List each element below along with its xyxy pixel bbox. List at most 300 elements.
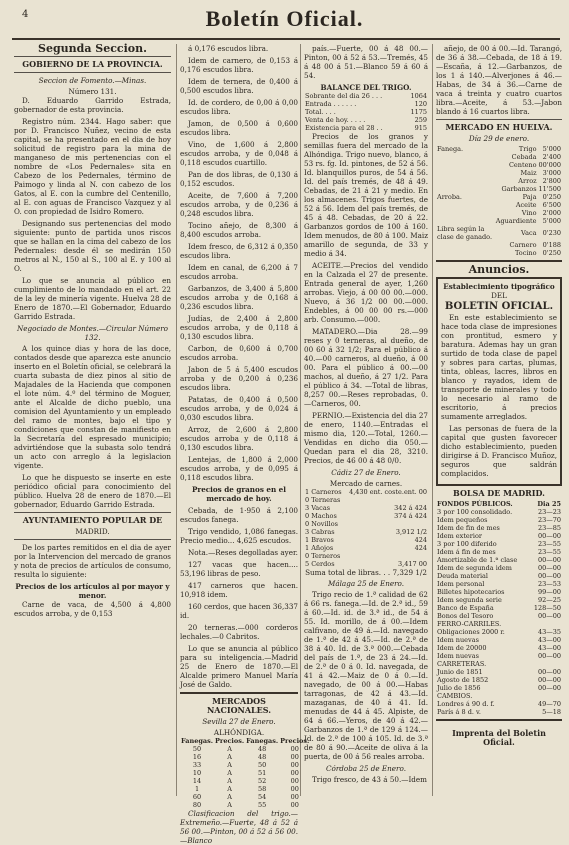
bolsa-row-value: 43—00 xyxy=(537,644,561,652)
price-line: Lentejas, de 1,800 á 2,000 escudos arroba, y de 0,095 á 0,118 escudos libra. xyxy=(180,455,298,482)
bolsa-row xyxy=(436,540,562,548)
clasificacion-text: Clasificacion del trigo.—Extremeño.—Fuerte, 48 á 52 á 56 00.—Pinton, 00 á 52 á 56 00.—Blanco xyxy=(180,809,298,845)
huelva-item: Vino xyxy=(521,209,537,217)
paragraph: D. Eduardo Garrido Estrada, gobernador de esta provincia. xyxy=(14,96,171,114)
bolsa-row-value: 23—23 xyxy=(537,508,561,516)
market-cell: 48 xyxy=(258,745,267,753)
huelva-item: Aguardiente xyxy=(495,217,537,225)
paragraph: país.—Fuerte, 00 á 48 00.—Pinton, 00 á 52 á 53.—Tremés, 45 á 48 00 á 51.—Blanco 59 á 60 á 54. xyxy=(304,44,428,80)
mercados-sub: ALHÓNDIGA. xyxy=(213,728,265,737)
column-divider-2 xyxy=(300,44,301,796)
masthead-rule xyxy=(12,38,560,40)
market-cell: A xyxy=(227,753,232,761)
bolsa-row-value xyxy=(529,620,562,628)
price-line: Jamon, de 0,500 á 0,600 escudos libra. xyxy=(180,119,298,137)
price-line: Garbanzos, de 3,400 á 5,800 escudos arroba y de 0,168 á 0,236 escudos libra. xyxy=(180,284,298,311)
cadiz-row-label: 0 Machos xyxy=(305,512,337,520)
estab-name: BOLETIN OFICIAL. xyxy=(444,301,554,312)
price-line: Vino, de 1,600 á 2,800 escudos arroba, y de 0,048 á 0,118 escudos cuartillo. xyxy=(180,140,298,167)
paragraph: Trigo fresco, de 43 á 50.—Idem xyxy=(312,775,427,784)
bolsa-row-label: FERRO-CARRILES. xyxy=(437,620,502,628)
huelva-item: Centeno xyxy=(508,161,537,169)
cadiz-row xyxy=(304,488,428,496)
market-header: Fanegas. xyxy=(181,737,214,745)
market-cell: A xyxy=(227,769,232,777)
notice-number-131: Número 131. xyxy=(68,87,117,96)
bolsa-row xyxy=(436,516,562,524)
cadiz-row-value xyxy=(344,496,428,504)
cadiz-row-value: 4,430 ent. coste.ent. 00 xyxy=(349,488,427,496)
huelva-group-label: Arroba. xyxy=(437,193,462,201)
huelva-row xyxy=(436,185,562,193)
bolsa-row-value: 00—00 xyxy=(537,668,561,676)
paragraph: PERNIO.—Existencia del dia 27 de enero, 1140.—Entradas el mismo dia, 120.—Total, 1260.—Vendidas en dicho dia 050.—Quedan para el dia 28, 3210. Precios, de 46 00 á 48 0/0. xyxy=(304,411,428,465)
market-cell: 00 xyxy=(290,793,299,801)
bolsa-row-label: CAMBIOS. xyxy=(437,692,473,700)
huelva-item: Garbanzos xyxy=(501,185,537,193)
price-line: Arroz, de 2,600 á 2,800 escudos arroba y de 0,118 á 0,130 escudos libra. xyxy=(180,425,298,452)
market-row xyxy=(180,745,310,753)
price-line: Idem de carnero, de 0,153 á 0,176 escudos libra. xyxy=(180,56,298,74)
bolsa-row xyxy=(436,660,562,668)
paragraph: Lo que se anuncia al público en cumplimiento de lo mandado en el art. 22 de la ley de minería vigente. Huelva 28 de Enero de 1870.—El Gobernador, Eduardo Garrido Estrada. xyxy=(14,276,171,321)
paragraph: MATADERO.—Dia 28.—99 reses y 0 terneras, al dueño, de 00 60 á 32 1/2; Para el público á 40.—00 carneros, al dueño, á 00 00. Para el público á 00.—00 machos, al dueño, á 27 1/2. Para el público á 34. —Total de libras, 8,257 00.—Reses reprobadas, 0.—Carneros, 00. xyxy=(304,327,428,408)
bolsa-row-label: CARRETERAS. xyxy=(437,660,487,668)
market-cell: 33 xyxy=(192,761,202,769)
cadiz-row-value: 3,417 00 xyxy=(398,560,427,568)
cadiz-row-label: 1 Bravos xyxy=(305,536,334,544)
bolsa-row xyxy=(436,596,562,604)
estab-del: DEL xyxy=(491,291,507,300)
balance-row-value: 915 xyxy=(414,124,427,132)
bolsa-row xyxy=(436,636,562,644)
bolsa-row-value: 00—00 xyxy=(537,556,561,564)
market-row xyxy=(180,777,310,785)
cadiz-total: Suma total de libras. . . 7,329 1/2 xyxy=(305,568,427,577)
bolsa-row-label: 3 por 100 consolidado. xyxy=(437,508,513,516)
bolsa-row-value: 23—53 xyxy=(537,580,561,588)
cadiz-row xyxy=(304,544,428,552)
market-cell: 50 xyxy=(258,761,267,769)
price-line: Jabon de 5 á 5,400 escudos arroba y de 0,200 á 0,236 escudos libra. xyxy=(180,365,298,392)
balance-row xyxy=(304,116,428,124)
market-row xyxy=(180,769,310,777)
huelva-value: 2'400 xyxy=(542,153,561,161)
bolsa-row-label: París á 8 d. v. xyxy=(437,708,481,716)
price-line: Judías, de 2,400 á 2,800 escudos arroba, y de 0,118 á 0,130 escudos libra. xyxy=(180,314,298,341)
bolsa-row-value: 00—00 xyxy=(537,532,561,540)
bolsa-row xyxy=(436,644,562,652)
page-number: 4 xyxy=(22,9,29,20)
balance-row-label: Venta de hoy. . . . . xyxy=(305,116,366,124)
paragraph: Registro núm. 2344. Hago saber: que por D. Francisco Nuñez, vecino de esta capital, se ha presentado en el dia de hoy solicitud de registro para la mina de manganeso de mis pertenencias con el nombre de «Los Pedernales» sita en Cabezo de los Pedernales, término de Paimogo y linda al N. con cabezo de los Gatos, al E. con la cumbre del Centenillo, al E. con aguas de Francisco Vazquez y al O. con propiedad de Isidro Romero. xyxy=(14,117,171,216)
market-cell: 51 xyxy=(258,769,267,777)
cadiz-table xyxy=(304,488,428,568)
paragraph: De los partes remitidos en el dia de ayer por la Intervencion del mercado de granos y nota de precios de artículos de consumo, resulta lo siguiente: xyxy=(14,543,171,579)
granos-line: 417 carneros que hacen. 10,918 idem. xyxy=(180,581,298,599)
bolsa-row-label: Amortizable de 1.ª clase xyxy=(437,556,518,564)
section-title: Segunda Seccion. xyxy=(38,42,147,55)
cadiz-row-value: 424 xyxy=(414,544,427,552)
huelva-value: 0'230 xyxy=(542,229,561,237)
bolsa-row-label: Billetes hipotecarios xyxy=(437,588,505,596)
market-cell: 50 xyxy=(192,745,202,753)
price-line: Pan de dos libras, de 0,130 á 0,152 escudos. xyxy=(180,170,298,188)
bolsa-row-label: 3 por 100 diferido xyxy=(437,540,497,548)
market-cell: 55 xyxy=(258,801,267,809)
huelva-table xyxy=(436,145,562,257)
huelva-item: Tocino xyxy=(514,249,537,257)
market-cell: 00 xyxy=(290,801,299,809)
market-row xyxy=(180,753,310,761)
balance-row-label: Entrada . . . . . . xyxy=(305,100,357,108)
balance-table xyxy=(304,92,428,132)
bolsa-row xyxy=(436,564,562,572)
cadiz-row-value: 3,912 1/2 xyxy=(395,528,427,536)
masthead xyxy=(0,0,569,38)
cadiz-row-label: 5 Cerdos xyxy=(305,560,335,568)
market-header: Fanegas. xyxy=(246,737,279,745)
market-cell: 58 xyxy=(258,785,267,793)
market-cell: 54 xyxy=(258,793,267,801)
paragraph: Las personas de fuera de la capital que gusten favorecer dicho establecimiento, pueden dirigirse á D. Francisco Muñoz, seguros que saldrán complacidos. xyxy=(441,424,557,478)
huelva-group-label xyxy=(436,249,495,257)
market-cell: 60 xyxy=(192,793,202,801)
gov-title: GOBIERNO DE LA PROVINCIA. xyxy=(22,59,163,69)
paragraph: Lo que he dispuesto se inserte en este periódico oficial para conocimiento del público. Huelva 28 de enero de 1870.—El gobernador, Eduardo Garrido Estrada. xyxy=(14,473,171,509)
cadiz-row-label: 0 Terneros xyxy=(305,552,341,560)
huelva-group-label xyxy=(436,201,495,209)
price-line: á 0,176 escudos libra. xyxy=(188,44,269,53)
bolsa-row-label: Idem exterior xyxy=(437,532,482,540)
market-cell: A xyxy=(227,745,232,753)
huelva-row xyxy=(436,225,562,241)
cadiz-row-value: 342 á 424 xyxy=(394,504,427,512)
cadiz-row-value xyxy=(344,520,428,528)
balance-row-label: Existencia para el 28 . . xyxy=(305,124,383,132)
bolsa-row-label: Idem segunda serie xyxy=(437,596,502,604)
cadiz-row-value xyxy=(344,552,428,560)
granos-line: 160 cerdos, que hacen 36,337 id. xyxy=(180,602,298,620)
cadiz-row-value: 374 á 424 xyxy=(394,512,427,520)
paragraph: En este establecimiento se hace toda clase de impresiones con prontitud, esmero y baratura. Ademas hay un gran surtido de toda clase de papel y sobres para cartas, plumas, tinta, obleas, lacres, libros en blanco y rayados, idem de transporte de minerales y todo lo necesario al ramo de escritorio, á precios sumamente arreglados. xyxy=(441,313,557,421)
market-row xyxy=(180,785,310,793)
huelva-row xyxy=(436,169,562,177)
granos-line: 20 terneras.—000 corderos lechales.—0 Cabritos. xyxy=(180,623,298,641)
bolsa-row-value xyxy=(529,692,562,700)
bolsa-row-value: 43—00 xyxy=(537,636,561,644)
huelva-item: Cebada xyxy=(511,153,537,161)
market-cell: A xyxy=(227,777,232,785)
price-line: Tocino añejo, de 8,300 á 8,400 escudos arroba. xyxy=(180,221,298,239)
market-cell: 1 xyxy=(194,785,200,793)
huelva-group-label: Libra según la clase de ganado. xyxy=(437,225,493,241)
market-header: Precios. xyxy=(215,737,245,745)
huelva-row xyxy=(436,241,562,249)
huelva-value: 0'188 xyxy=(542,241,561,249)
balance-row xyxy=(304,124,428,132)
price-line: Idem en canal, de 6,200 á 7 escudos arroba. xyxy=(180,263,298,281)
huelva-title: MERCADO EN HUELVA. xyxy=(445,122,553,132)
huelva-value: 11'500 xyxy=(538,185,561,193)
bolsa-row-value: 23—70 xyxy=(537,516,561,524)
cadiz-row-label: 3 Vacas xyxy=(305,504,331,512)
bolsa-row-label: Idem personal xyxy=(437,580,485,588)
cadiz-row xyxy=(304,512,428,520)
bolsa-row-value: 49—70 xyxy=(537,700,561,708)
bolsa-row-value: 99—00 xyxy=(537,588,561,596)
market-cell: A xyxy=(227,761,232,769)
cadiz-title: Cádiz 27 de Enero. xyxy=(331,468,401,477)
bolsa-row xyxy=(436,612,562,620)
bolsa-row-value: 00—00 xyxy=(537,564,561,572)
huelva-value: 0'250 xyxy=(542,249,561,257)
granos-list xyxy=(180,506,298,689)
huelva-group-label xyxy=(436,185,495,193)
bolsa-row-value: 00—00 xyxy=(537,612,561,620)
negociado-title: Negociado de Montes.—Circular Número 132. xyxy=(17,324,168,342)
bolsa-row-label: Idem á fin de mes xyxy=(437,548,496,556)
balance-row-value: 1175 xyxy=(410,108,427,116)
market-cell: 16 xyxy=(192,753,202,761)
balance-row xyxy=(304,108,428,116)
huelva-row xyxy=(436,209,562,217)
consumo-prices-list xyxy=(180,44,298,482)
cadiz-row-value: 424 xyxy=(414,536,427,544)
bolsa-row xyxy=(436,700,562,708)
bolsa-row-label: Idem de segunda idem xyxy=(437,564,512,572)
market-cell: 00 xyxy=(290,777,299,785)
paragraph: Trigo recio de 1.ª calidad de 62 á 66 rs. fanega.—Id. de 2.ª id., 59 á 60.—Id. id. de 3.ª id., de 54 á 55. Id. morillo, de á 00.—Idem calfivano, de 49 á.—Id. navegado de 1.ª de 42 á 45.—Id. de 2.ª de 38 á 40. Id. de 3.ª 000.—Cebada del país de 1.ª, de 23 á 24.—Id. de 2.ª de 0 á 0. Id. navegada, de 41 á 42.—Maiz de 0 á 0.—Id. navegado, de 00 á 00.—Habas tarragonas, de 42 á 43.—Id. mazaganas, de 40 á 41. Id. menudas de 44 á 45. Alpiste, de 64 á 66.—Yeros, de 40 á 42.—Garbanzos de 1.ª de 129 á 124.—Id. de 2.ª de 100 á 105. Id. de 3.ª de 80 á 90.—Aceite de oliva á la puerta, de 00 á 56 reales arroba. xyxy=(304,590,428,761)
huelva-group-label: Fanega. xyxy=(437,145,464,153)
market-row xyxy=(180,793,310,801)
balance-title: BALANCE DEL TRIGO. xyxy=(320,83,412,92)
bolsa-row-label: Idem nuevas xyxy=(437,652,479,660)
market-cell: A xyxy=(227,785,232,793)
market-cell: 00 xyxy=(290,761,299,769)
balance-row xyxy=(304,100,428,108)
bolsa-row xyxy=(436,556,562,564)
column-1 xyxy=(14,44,171,794)
market-cell: 00 xyxy=(290,769,299,777)
cadiz-row xyxy=(304,560,428,568)
market-cell: 00 xyxy=(290,753,299,761)
ayuntamiento-title: AYUNTAMIENTO POPULAR DE xyxy=(22,515,163,525)
cadiz-row-label: 1 Añojos xyxy=(305,544,334,552)
bolsa-row-value: 5—18 xyxy=(542,708,561,716)
price-line: Aceite, de 7,600 á 7,200 escudos arroba, y de 0,236 á 0,248 escudos libra. xyxy=(180,191,298,218)
market-cell: 52 xyxy=(258,777,267,785)
column-divider-3 xyxy=(432,44,433,796)
subsection-title: Seccion de Fomento.—Minas. xyxy=(38,76,147,85)
newspaper-title: Boletín Oficial. xyxy=(205,6,364,31)
cadiz-row-label: 1 Carneros xyxy=(305,488,342,496)
huelva-value: 2'800 xyxy=(542,177,561,185)
huelva-value: 5'000 xyxy=(542,217,561,225)
paragraph: Precios de los granos y semillas fuera del mercado de la Alhóndiga. Trigo nuevo, blanco, á 53 rs. fg. Id. pintones, de 52 á 56. Id. blanquillos puros, de 54 á 56. Id. del país tremés, de 48 á 49. Cebadas, de 21 á 21 y medio. En los almacenes. Trigos fuertes, de 52 á 56. Idem del país tremés, de 45 á 48. Cebadas, de 20 á 22. Garbanzos gordos de 100 á 160. Idem menudos, de 80 á 100. Maiz amarillo de segunda, de 33 y medio á 34. xyxy=(304,132,428,258)
bolsa-row-label: Idem de 20000 xyxy=(437,644,487,652)
huelva-row xyxy=(436,177,562,185)
cadiz-row-label: 0 Novillos xyxy=(305,520,338,528)
bolsa-row xyxy=(436,508,562,516)
huelva-item: Trigo xyxy=(518,145,537,153)
bolsa-row-label: Banco de España xyxy=(437,604,494,612)
bolsa-row-label: Deuda material xyxy=(437,572,488,580)
bolsa-row-label: Londres á 90 d. f. xyxy=(437,700,495,708)
bolsa-row-value xyxy=(529,660,562,668)
huelva-row xyxy=(436,153,562,161)
bolsa-row-label: Obligaciones 2000 r. xyxy=(437,628,505,636)
granos-line: Lo que se anuncia al público para su inteligencia.—Madrid 25 de Enero de 1870.—El Alcalde primero Manuel María José de Galdo. xyxy=(180,644,298,689)
column-divider-1 xyxy=(176,44,177,796)
estab-title: Establecimiento tipográfico xyxy=(443,282,555,291)
bolsa-row-label: Idem nuevas xyxy=(437,636,479,644)
price-line: Carbon, de 0,600 á 0,700 escudos arroba. xyxy=(180,344,298,362)
huelva-value: 2'000 xyxy=(542,209,561,217)
cadiz-sub: Mercado de carnes. xyxy=(329,479,403,488)
paragraph: ACEITE.—Precios del vendido en la Calzada el 27 de presente. Entrada general de ayer, 1,260 arrobas. Viejo, á 00 00 00.—000. Nuevo, á 36 1/2 00 00.—000. Endebles, á 00 00 00 rs.—000 arb. Consumo.—000. xyxy=(304,261,428,324)
bolsa-row xyxy=(436,580,562,588)
balance-row-value: 120 xyxy=(414,100,427,108)
market-cell: 00 xyxy=(290,785,299,793)
huelva-value: 3'000 xyxy=(542,169,561,177)
bolsa-row-label: Agosto de 1852 xyxy=(437,676,489,684)
bolsa-row-value: 128—50 xyxy=(533,604,561,612)
granos-line: Trigo vendido, 1,086 fanegas. Precio medio... 4,625 escudos. xyxy=(180,527,298,545)
malaga-title: Málaga 25 de Enero. xyxy=(327,579,405,588)
paragraph: añejo, de 00 á 00.—Id. Tarangó, de 36 á 38.—Cebada, de 18 á 19.—Escaña, á 12.—Garbanzos, de los 1 á 140.—Alverjones á 46.—Habas, de 34 á 36.—Carne de vaca á treinta y cuatro cuartos libra.—Aceite, á 53.—Jabon blando á 16 cuartos libra. xyxy=(436,44,562,116)
column-2 xyxy=(180,44,310,845)
bolsa-table xyxy=(436,500,562,716)
imprenta-footer: Imprenta del Boletin Oficial. xyxy=(452,728,546,747)
balance-row-label: Sobrante del dia 26 . . . xyxy=(305,92,383,100)
price-line: Patatas, de 0,400 á 0,500 escudos arroba, y de 0,024 á 0,030 escudos libra. xyxy=(180,395,298,422)
bolsa-row xyxy=(436,524,562,532)
huelva-group-label xyxy=(436,241,495,249)
cordoba-title: Córdoba 25 de Enero. xyxy=(326,764,406,773)
column-3 xyxy=(304,44,428,794)
paragraph: Carne de vaca, de 4,500 á 4,800 escudos arroba, y de 0,153 xyxy=(14,600,171,618)
huelva-row xyxy=(436,161,562,169)
huelva-value: 00'000 xyxy=(538,161,561,169)
precios-title: Precios de los artículos al por mayor y menor. xyxy=(15,582,170,600)
cadiz-row xyxy=(304,528,428,536)
huelva-group-label xyxy=(436,169,495,177)
huelva-date: Día 29 de enero. xyxy=(468,134,530,143)
huelva-item: Arroz xyxy=(518,177,537,185)
bolsa-title: BOLSA DE MADRID. xyxy=(453,488,545,498)
bolsa-row-label: Julio de 1856 xyxy=(437,684,481,692)
huelva-value: 6'500 xyxy=(542,201,561,209)
huelva-group-label xyxy=(436,217,495,225)
market-cell: A xyxy=(227,801,232,809)
column-4 xyxy=(436,44,562,794)
bolsa-row-label: Bonos del Tesoro xyxy=(437,612,494,620)
market-cell: 14 xyxy=(192,777,202,785)
granos-line: Nota.—Reses degolladas ayer. xyxy=(188,548,298,557)
bolsa-sub: FONDOS PÚBLICOS. xyxy=(437,500,513,508)
market-cell: 00 xyxy=(290,745,299,753)
bolsa-row-value: 43—35 xyxy=(537,628,561,636)
cadiz-row-label: 0 Terneras xyxy=(305,496,341,504)
bolsa-row xyxy=(436,588,562,596)
balance-row-value: 259 xyxy=(414,116,427,124)
balance-row-value: 1064 xyxy=(410,92,427,100)
paragraph: A los quince dias y hora de las doce, contados desde que aparezca este anuncio inserto en el Boletín oficial, se celebrará la cuarta subasta de diez pinos al sitio de Majadales de la Hacienda que componen el lote núm. 4.º del término de Moguer, ante el Alcalde de dicho pueblo, una comision del Ayuntamiento y un empleado del ramo de montes, bajo el tipo y condiciones que constan de manifiesto en la Secretaría del espresado municipio; advirtiéndose que la subasta solo tendrá un acto con arreglo á la legislacion vigente. xyxy=(14,344,171,470)
bolsa-row-label: Junio de 1851 xyxy=(437,668,483,676)
huelva-row xyxy=(436,193,562,201)
huelva-group-label xyxy=(436,177,495,185)
market-cell: 48 xyxy=(258,753,267,761)
bolsa-row-label: Idem pequeños xyxy=(437,516,488,524)
balance-row-label: Total. . . . xyxy=(305,108,336,116)
bolsa-row-value: 00—00 xyxy=(537,676,561,684)
bolsa-row xyxy=(436,668,562,676)
bolsa-row xyxy=(436,532,562,540)
huelva-row xyxy=(436,217,562,225)
huelva-item: Maiz xyxy=(520,169,537,177)
bolsa-row xyxy=(436,652,562,660)
bolsa-row xyxy=(436,676,562,684)
market-cell: 80 xyxy=(192,801,202,809)
bolsa-row-value: 00—00 xyxy=(537,684,561,692)
balance-row xyxy=(304,92,428,100)
bolsa-row xyxy=(436,604,562,612)
bolsa-row-value: 23—85 xyxy=(537,524,561,532)
huelva-row xyxy=(436,145,562,153)
bolsa-row xyxy=(436,620,562,628)
huelva-group-label xyxy=(436,153,495,161)
granos-line: Cebada, de 1·950 á 2,100 escudos fanega. xyxy=(180,506,298,524)
huelva-group-label xyxy=(436,209,495,217)
bolsa-row-value: 92—25 xyxy=(537,596,561,604)
cadiz-row xyxy=(304,536,428,544)
bolsa-row-value: 00—00 xyxy=(537,652,561,660)
huelva-row xyxy=(436,249,562,257)
huelva-value: 5'000 xyxy=(542,145,561,153)
cadiz-row xyxy=(304,504,428,512)
huelva-group-label xyxy=(436,161,495,169)
market-row xyxy=(180,801,310,809)
bolsa-row-label: Idem de fin de mes xyxy=(437,524,500,532)
huelva-item: Paja xyxy=(522,193,537,201)
bolsa-row xyxy=(436,628,562,636)
huelva-item: Vaca xyxy=(521,229,537,237)
market-row xyxy=(180,761,310,769)
market-cell: 10 xyxy=(192,769,202,777)
cadiz-row-label: 3 Cabras xyxy=(305,528,335,536)
market-header: Precios. xyxy=(280,737,310,745)
huelva-item: Aceite xyxy=(515,201,537,209)
paragraph: Designando sus pertenencias del modo siguiente: punto de partida unos riscos que se hallan en la cima del cabezo de los Pedernales: desde él se medirán 150 metros al N., 150 al S., 100 al E. y 100 al O. xyxy=(14,219,171,273)
huelva-item: Carnero xyxy=(509,241,537,249)
price-line: Idem fresco, de 6,312 á 0,350 escudos libra. xyxy=(180,242,298,260)
cadiz-row xyxy=(304,496,428,504)
mercados-place: Sevilla 27 de Enero. xyxy=(202,717,276,726)
bolsa-row xyxy=(436,548,562,556)
bolsa-date: Dia 25 xyxy=(537,500,561,508)
huelva-row xyxy=(436,201,562,209)
bolsa-row xyxy=(436,684,562,692)
bolsa-row-value: 00—00 xyxy=(537,572,561,580)
bolsa-row xyxy=(436,572,562,580)
advert-box xyxy=(436,277,562,486)
granos-title: Precios de granos en el mercado de hoy. xyxy=(192,485,286,503)
bolsa-row xyxy=(436,692,562,700)
price-line: Id. de cordero, de 0,00 á 0,00 escudos libra. xyxy=(180,98,298,116)
price-line: Idem de ternera, de 0,400 á 0,500 escudos libra. xyxy=(180,77,298,95)
huelva-value: 0'250 xyxy=(542,193,561,201)
